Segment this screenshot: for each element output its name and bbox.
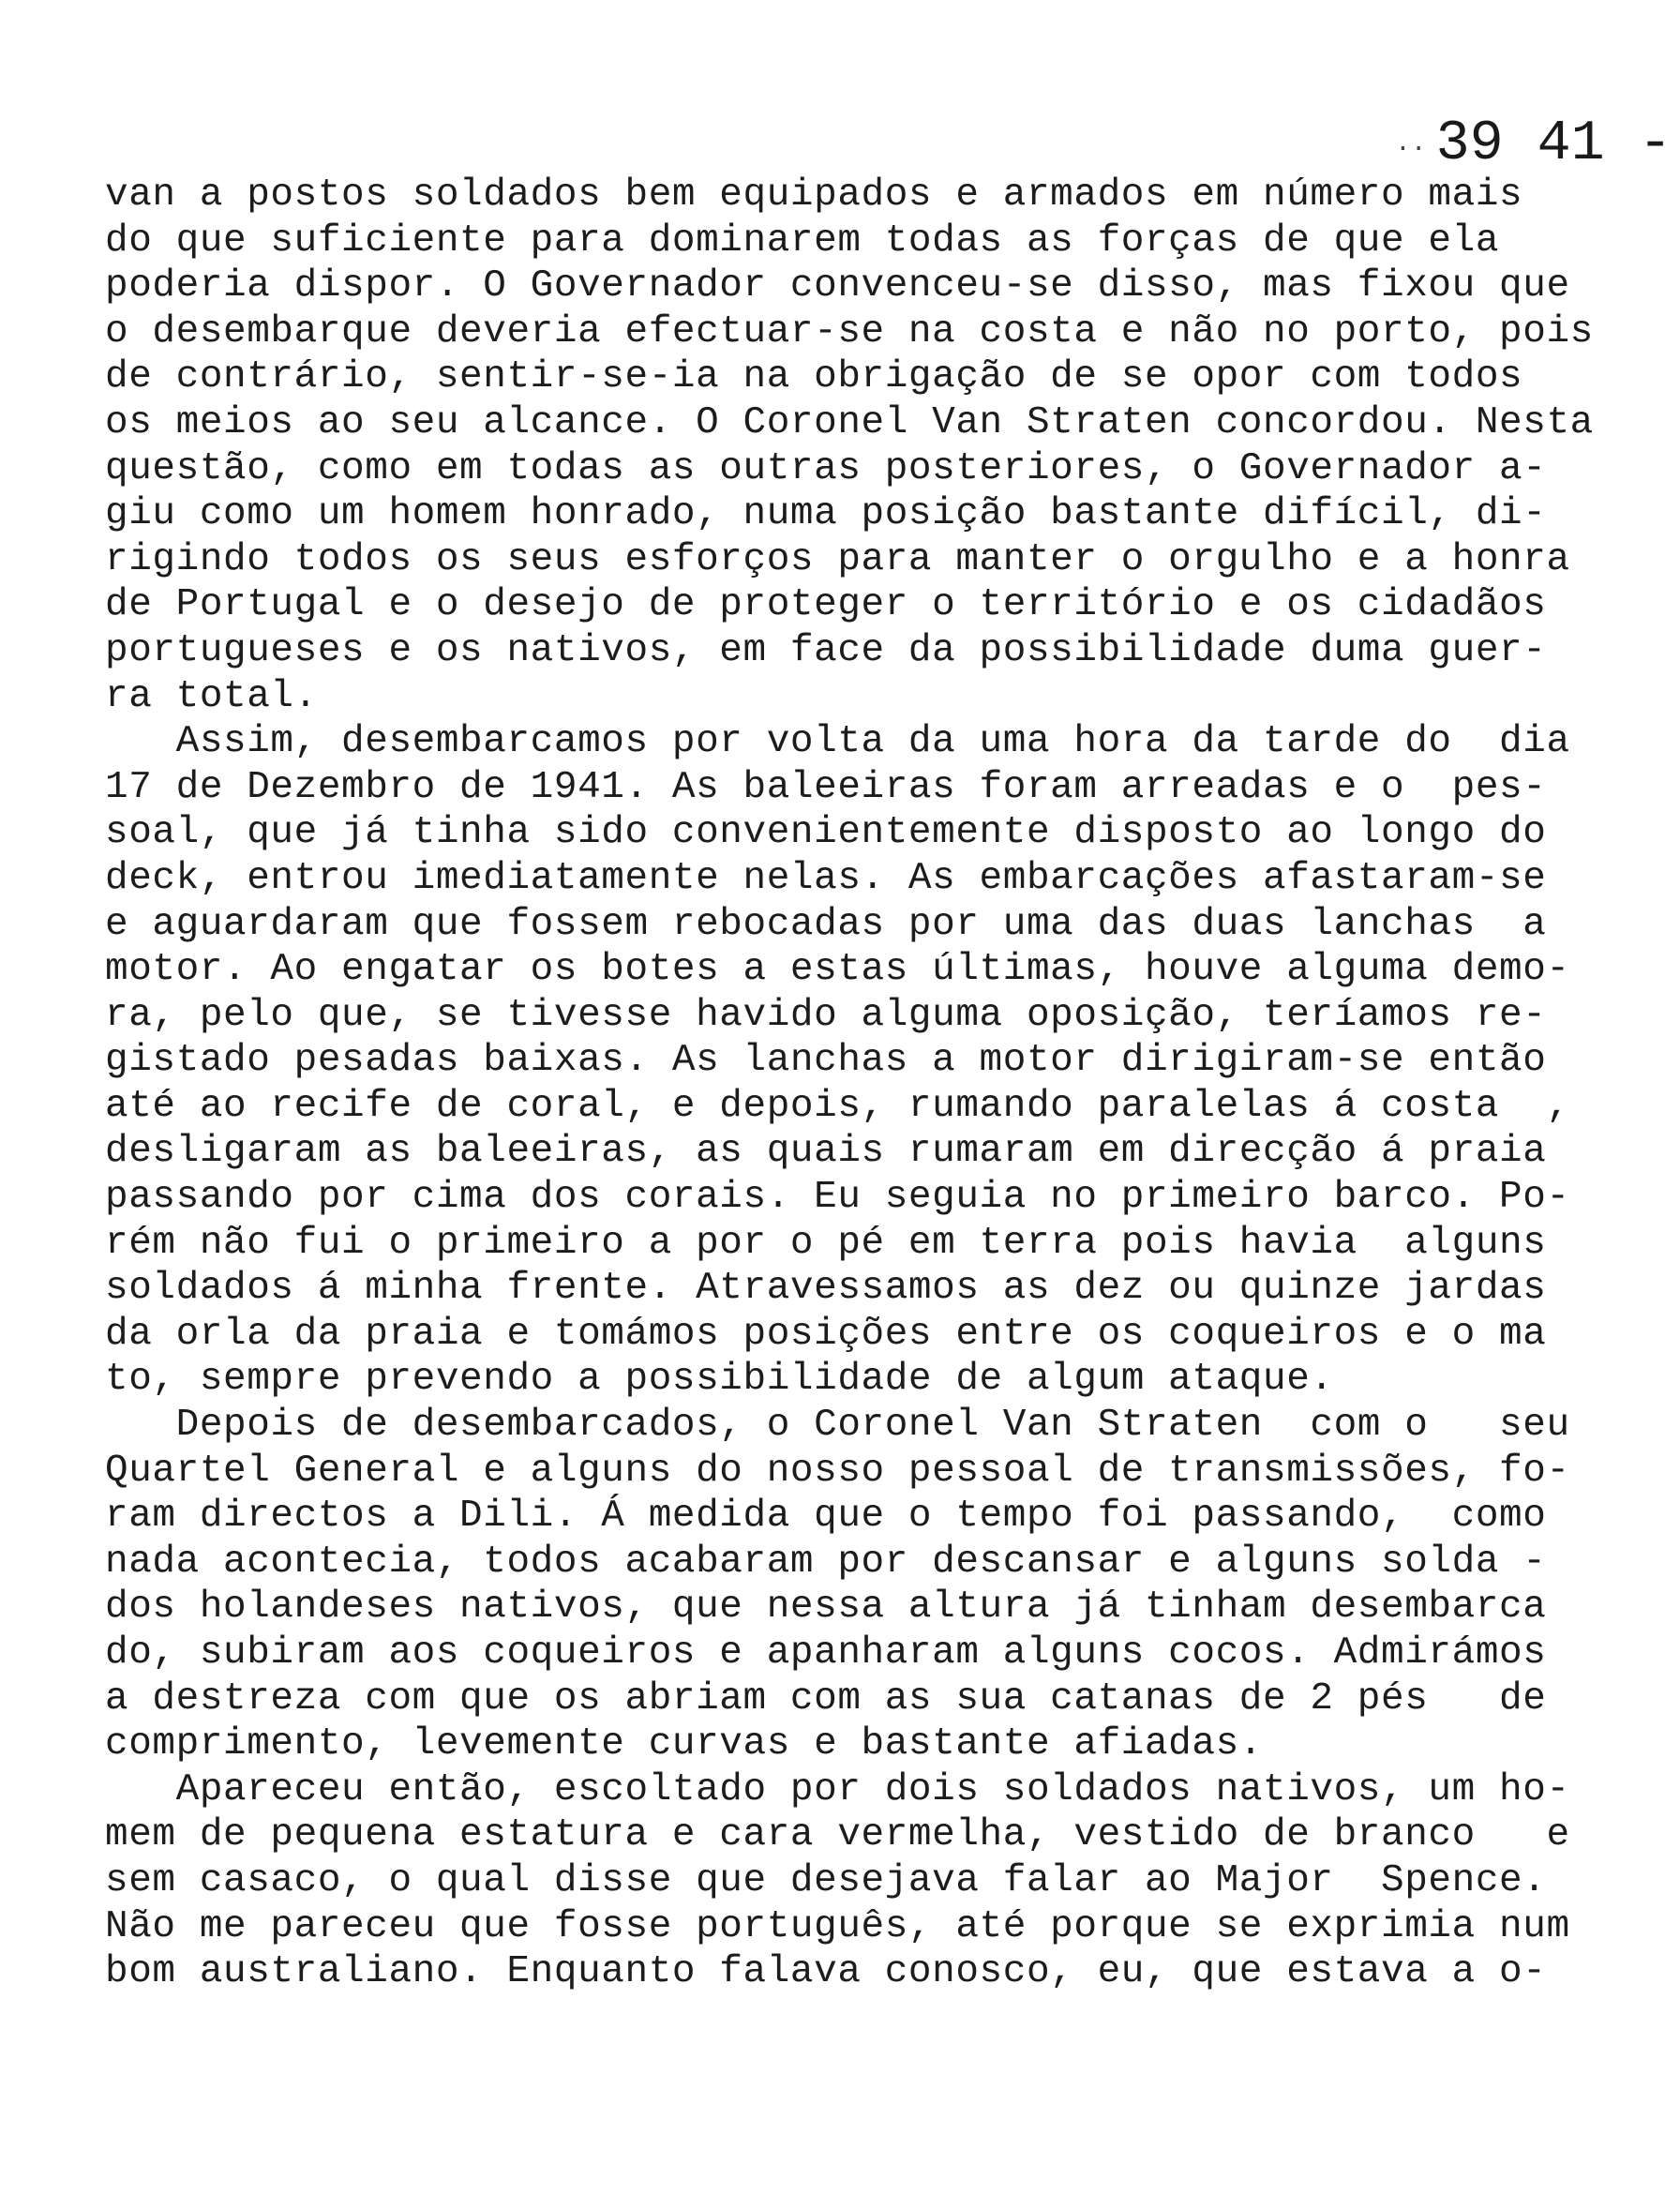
text-line: de Portugal e o desejo de proteger o território e os cidadãos [105, 583, 1547, 627]
text-line: o desembarque deveria efectuar-se na costa e não no porto, pois [105, 309, 1594, 353]
text-line: sem casaco, o qual disse que desejava falar ao Major Spence. [105, 1858, 1547, 1902]
text-line: bom australiano. Enquanto falava conosco, eu, que estava a o- [105, 1950, 1547, 1994]
text-line: os meios ao seu alcance. O Coronel Van Straten concordou. Nesta [105, 400, 1594, 444]
text-line: soal, que já tinha sido convenientemente disposto ao longo do [105, 811, 1547, 855]
text-line: Assim, desembarcamos por volta da uma hora da tarde do dia [105, 720, 1570, 764]
text-line: ram directos a Dili. Á medida que o tempo foi passando, como [105, 1495, 1547, 1539]
text-line: até ao recife de coral, e depois, rumando paralelas á costa , [105, 1084, 1570, 1128]
text-line: dos holandeses nativos, que nessa altura já tinham desembarca [105, 1585, 1547, 1630]
text-line: do que suficiente para dominarem todas as forças de que ela [105, 218, 1500, 263]
text-line: ra, pelo que, se tivesse havido alguma oposição, teríamos re- [105, 993, 1547, 1037]
text-line: nada acontecia, todos acabaram por descansar e alguns solda - [105, 1540, 1547, 1584]
text-line: soldados á minha frente. Atravessamos as dez ou quinze jardas [105, 1267, 1547, 1311]
text-line: gistado pesadas baixas. As lanchas a motor dirigiram-se então [105, 1039, 1547, 1083]
text-line: questão, como em todas as outras posteriores, o Governador a- [105, 446, 1547, 490]
text-line: Quartel General e alguns do nosso pessoal de transmissões, fo- [105, 1449, 1570, 1493]
text-line: poderia dispor. O Governador convenceu-se disso, mas fixou que [105, 264, 1570, 308]
text-line: e aguardaram que fossem rebocadas por uma das duas lanchas a [105, 902, 1547, 946]
text-line: deck, entrou imediatamente nelas. As embarcações afastaram-se [105, 856, 1547, 900]
text-line: 17 de Dezembro de 1941. As baleeiras foram arreadas e o pes- [105, 765, 1547, 809]
text-line: de contrário, sentir-se-ia na obrigação de se opor com todos [105, 355, 1523, 399]
text-line: desligaram as baleeiras, as quais rumaram em direcção á praia [105, 1130, 1547, 1174]
text-line: portugueses e os nativos, em face da possibilidade duma guer- [105, 628, 1547, 672]
text-line: a destreza com que os abriam com as sua catanas de 2 pés de [105, 1676, 1547, 1721]
text-line: rém não fui o primeiro a por o pé em terra pois havia alguns [105, 1221, 1547, 1265]
page-number-marks: .. [1395, 128, 1427, 158]
text-line: mem de pequena estatura e cara vermelha, vestido de branco e [105, 1813, 1570, 1857]
text-line: motor. Ao engatar os botes a estas últimas, houve alguma demo- [105, 948, 1570, 992]
text-line: van a postos soldados bem equipados e armados em número mais [105, 173, 1523, 217]
text-line: passando por cima dos corais. Eu seguia no primeiro barco. Po- [105, 1176, 1570, 1220]
text-line: comprimento, levemente curvas e bastante afiadas. [105, 1722, 1263, 1766]
text-line: do, subiram aos coqueiros e apanharam alguns cocos. Admirámos [105, 1631, 1547, 1675]
text-line: da orla da praia e tomámos posições entre os coqueiros e o ma [105, 1312, 1547, 1356]
page-number-value: 39 41 - [1435, 113, 1672, 176]
text-line: ra total. [105, 674, 318, 718]
text-line: giu como um homem honrado, numa posição bastante difícil, di- [105, 492, 1547, 536]
text-line: Depois de desembarcados, o Coronel Van Straten com o seu [105, 1404, 1570, 1448]
text-line: Não me pareceu que fosse português, até porque se exprimia num [105, 1904, 1570, 1948]
text-line: rigindo todos os seus esforços para manter o orgulho e a honra [105, 537, 1570, 581]
text-line: to, sempre prevendo a possibilidade de algum ataque. [105, 1358, 1334, 1402]
typed-text-body [105, 173, 1594, 1995]
text-line: Apareceu então, escoltado por dois soldados nativos, um ho- [105, 1767, 1570, 1811]
